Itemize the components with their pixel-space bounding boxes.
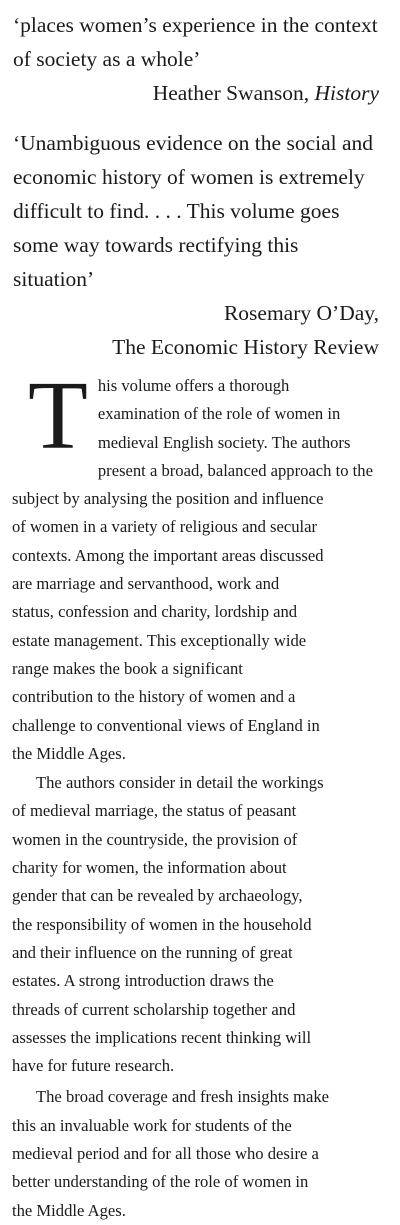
quote-text: ‘Unambiguous evidence on the social and economic history of women is extremely difficult to find. . . . This volume goes some way towards rectifying this situation’ (13, 131, 374, 291)
drop-cap-letter: T (28, 362, 88, 470)
description-paragraph-3: The broad coverage and fresh insights make this an invaluable work for students of the medieval period and for all those who desire a better understanding of the role of women in the Middle Ages. (12, 1087, 330, 1220)
quote-text: ‘places women’s experience in the context of society as a whole’ (13, 13, 378, 71)
description-paragraph-1 (12, 362, 388, 768)
paragraph-1-text: his volume offers a thorough examination of the role of women in medieval English society. The authors present a broad, balanced approach to the subject by analysing the position and influence of women in a variety of religious and secular contexts. Among the important areas discussed are marriage and servanthood, work and status, confession and charity, lordship and estate management. This exceptionally wide range makes the book a significant contribution to the history of women and a challenge to conventional views of England in the Middle Ages. (12, 376, 373, 763)
quote-source: History (314, 81, 379, 105)
quote-source: The Economic History Review (112, 335, 379, 359)
quote-attribution (13, 76, 383, 110)
review-quote-swanson (13, 8, 383, 110)
description-paragraph-2: The authors consider in detail the workings of medieval marriage, the status of peasant women in the countryside, the provision of charity for women, the information about gender that can be revealed by archaeology, the responsibility of women in the household and their influence on the running of great estates. A strong introduction draws the threads of current scholarship together and assesses the implications recent thinking will have for future research. (12, 773, 324, 1076)
review-quote-oday (13, 126, 383, 364)
book-description (12, 362, 388, 1225)
quote-author: Rosemary O’Day, (223, 301, 379, 325)
quote-author: Heather Swanson, (152, 81, 315, 105)
